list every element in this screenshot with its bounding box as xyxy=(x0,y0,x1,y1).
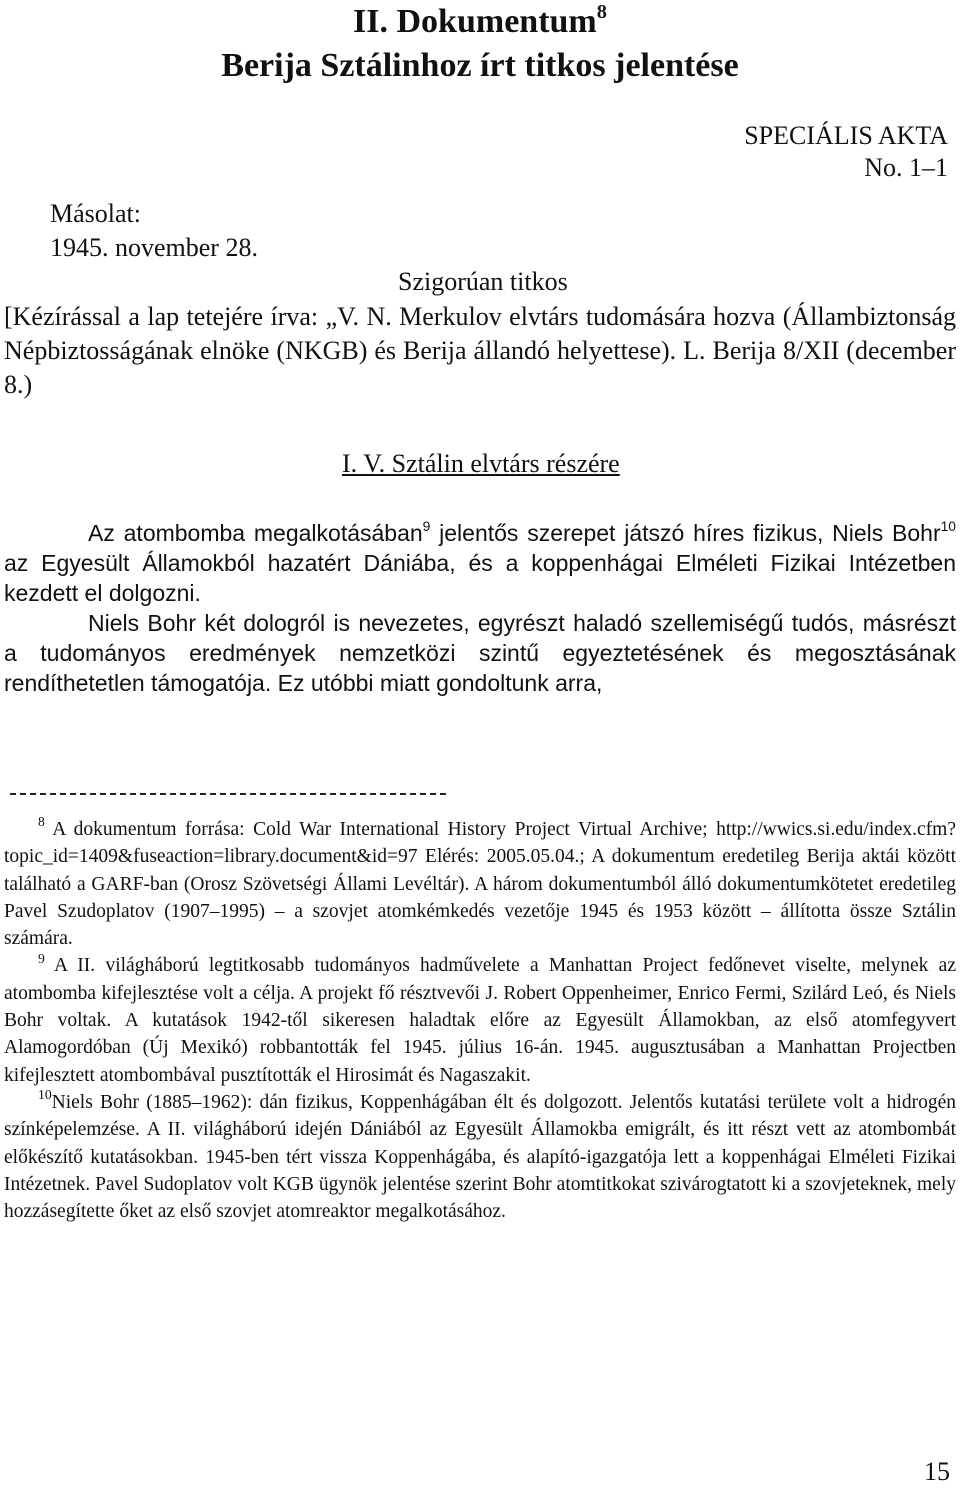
footnote-separator xyxy=(10,793,446,795)
footnote-text: A dokumentum forrása: Cold War International History Project Virtual Archive; http://wwics.si.edu/index.cfm?topic_id=1409&fuseaction=library.document&id=97 Elérés: 2005.05.04.; A dokumentum eredetileg Berija aktái között található a GARF-ban (Orosz Szövetségi Állami Levéltár). A három dokumentumból álló dokumentumkötetet eredetileg Pavel Szudoplatov (1907–1995) – a szovjet atomkémkedés vezetője 1945 és 1953 között – állította össze Sztálin számára. xyxy=(4,819,956,950)
footnote-text: A II. világháború legtitkosabb tudományos hadművelete a Manhattan Project fedőnevet viselte, melynek az atombomba kifejlesztése volt a célja. A projekt fő résztvevői J. Robert Oppenheimer, Enrico Fermi, Szilárd Leó, és Niels Bohr voltak. A kutatások 1942-től sikeresen haladtak előre az Egyesült Államokban, az első atomfegyvert Alamogordóban (Új Mexikó) robbantották fel 1945. július 16-án. 1945. augusztusában a Manhattan Projectben kifejlesztett atombombával pusztították el Hirosimát és Nagaszakit. xyxy=(4,955,956,1086)
handwritten-note: [Kézírással a lap tetejére írva: „V. N. Merkulov elvtárs tudomására hozva (Állambiztonság Népbiztosságának elnöke (NKGB) és Berija állandó helyettese). L. Berija 8/XII (december 8.) xyxy=(4,302,956,399)
page-number: 15 xyxy=(924,1457,950,1486)
footnote-number: 10 xyxy=(38,1087,52,1103)
copy-label: Másolat: xyxy=(50,199,141,228)
body-paragraph-2: Niels Bohr két dologról is nevezetes, egyrészt haladó szellemiségű tudós, másrészt a tudományos eredmények nemzetközi szintű egyeztetésének és megosztásának rendíthetetlen támogatója. Ez utóbbi miatt gondoltunk arra, xyxy=(4,610,956,696)
footnote-9 xyxy=(4,952,956,1088)
document-title-line-1 xyxy=(0,0,960,44)
footnote-10 xyxy=(4,1089,956,1225)
footnote-number: 8 xyxy=(38,814,45,830)
addressee: I. V. Sztálin elvtárs részére xyxy=(342,449,620,478)
body-p1-c: az Egyesült Államokból hazatért Dániába, és a koppenhágai Elméleti Fizikai Intézetben kezdett el dolgozni. xyxy=(4,550,956,606)
classification-label: Szigorúan titkos xyxy=(398,267,568,296)
footnote-text: Niels Bohr (1885–1962): dán fizikus, Koppenhágában élt és dolgozott. Jelentős kutatási területe volt a hidrogén színképelemzése. A II. világháború idején Dániából az Egyesült Államokba emigrált, és itt részt vett az atombombát előkészítő kutatásokban. 1945-ben tért vissza Koppenhágába, és alapító-igazgatója lett a koppenhágai Elméleti Fizikai Intézetnek. Pavel Sudoplatov volt KGB ügynök jelentése szerint Bohr atomtitkokat szivárogtatott ki a szovjeteknek, mely hozzásegítette őket az első szovjet atomreaktor megalkotásához. xyxy=(4,1091,956,1223)
special-file-label: SPECIÁLIS AKTA xyxy=(744,121,948,150)
footnote-8 xyxy=(4,816,956,952)
body-p1-b: jelentős szerepet játszó híres fizikus, Niels Bohr xyxy=(430,520,941,546)
document-date: 1945. november 28. xyxy=(50,233,258,262)
file-number: No. 1–1 xyxy=(864,153,948,182)
document-title-line-2: Berija Sztálinhoz írt titkos jelentése xyxy=(221,47,739,84)
footnote-ref-9[interactable]: 9 xyxy=(422,518,431,534)
body-p1-a: Az atombomba megalkotásában xyxy=(88,520,423,546)
body-text xyxy=(4,518,956,698)
title-text: II. Dokumentum xyxy=(353,3,597,40)
body-paragraph-1 xyxy=(4,518,956,608)
title-footnote-ref[interactable]: 8 xyxy=(596,0,607,23)
footnotes xyxy=(4,816,956,1225)
footnote-number: 9 xyxy=(38,950,45,966)
footnote-ref-10[interactable]: 10 xyxy=(940,518,956,534)
